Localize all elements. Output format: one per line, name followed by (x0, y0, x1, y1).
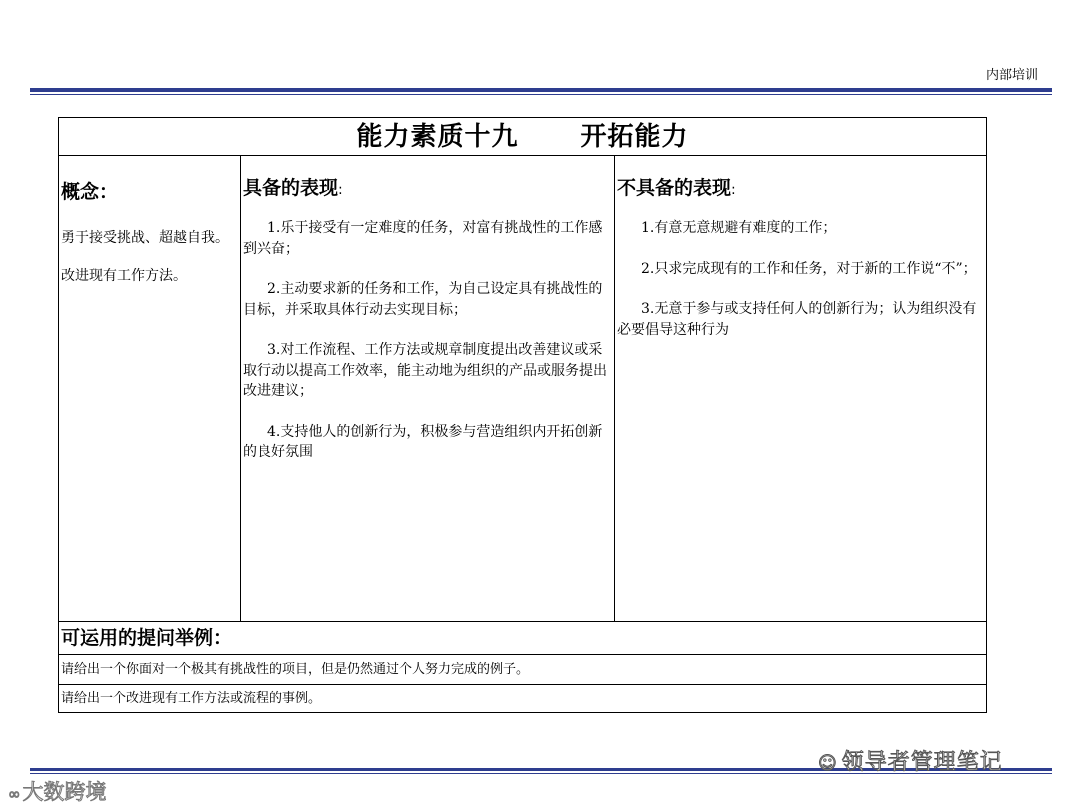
brand-logo-icon: ∞ (8, 785, 21, 803)
list-item: 3.对工作流程、工作方法或规章制度提出改善建议或采取行动以提高工作效率，能主动地为组织的产品或服务提出改进建议； (243, 342, 607, 399)
page-title (59, 118, 986, 156)
content-row (59, 156, 986, 622)
header-tag: 内部培训 (985, 68, 1038, 83)
title-right: 开拓能力 (580, 122, 689, 152)
wechat-icon: ☺ (818, 753, 838, 774)
title-left: 能力素质十九 (356, 122, 519, 152)
header-rule-thin (30, 94, 1052, 95)
concept-paragraph: 改进现有工作方法。 (61, 268, 187, 284)
questions-heading: 可运用的提问举例： (59, 622, 986, 655)
has-heading (243, 176, 612, 202)
header-rule (30, 88, 1052, 92)
watermark-left (8, 776, 107, 806)
watermark-right-text: 领导者管理笔记 (841, 750, 1003, 775)
not-has-column (615, 156, 986, 621)
list-item: 1.有意无意规避有难度的工作； (641, 220, 837, 236)
list-item: 2.只求完成现有的工作和任务，对于新的工作说“不”； (641, 260, 977, 277)
has-heading-text: 具备的表现 (243, 177, 339, 199)
watermark-left-text: 大数跨境 (22, 780, 107, 804)
has-heading-colon: : (338, 182, 343, 198)
concept-text (61, 228, 238, 286)
list-item: 3.无意于参与或支持任何人的创新行为；认为组织没有必要倡导这种行为 (617, 301, 977, 338)
question-item: 请给出一个改进现有工作方法或流程的事例。 (61, 691, 322, 706)
list-item: 1.乐于接受有一定难度的任务，对富有挑战性的工作感到兴奋； (243, 220, 603, 257)
has-column (241, 156, 615, 621)
not-has-list (617, 218, 984, 340)
list-item: 2.主动要求新的任务和工作，为自己设定具有挑战性的目标，并采取具体行动去实现目标； (243, 281, 603, 318)
has-list (243, 218, 612, 463)
list-item: 4.支持他人的创新行为，积极参与营造组织内开拓创新的良好氛围 (243, 423, 603, 460)
competency-table (58, 117, 987, 713)
question-item: 请给出一个你面对一个极其有挑战性的项目，但是仍然通过个人努力完成的例子。 (59, 655, 986, 685)
not-has-heading-text: 不具备的表现 (617, 177, 732, 199)
not-has-heading (617, 176, 984, 202)
concept-paragraph: 勇于接受挑战、超越自我。 (61, 230, 229, 246)
watermark-right (818, 745, 1003, 776)
not-has-heading-colon: : (731, 182, 736, 198)
concept-column (59, 156, 241, 621)
concept-heading: 概念： (61, 181, 119, 203)
